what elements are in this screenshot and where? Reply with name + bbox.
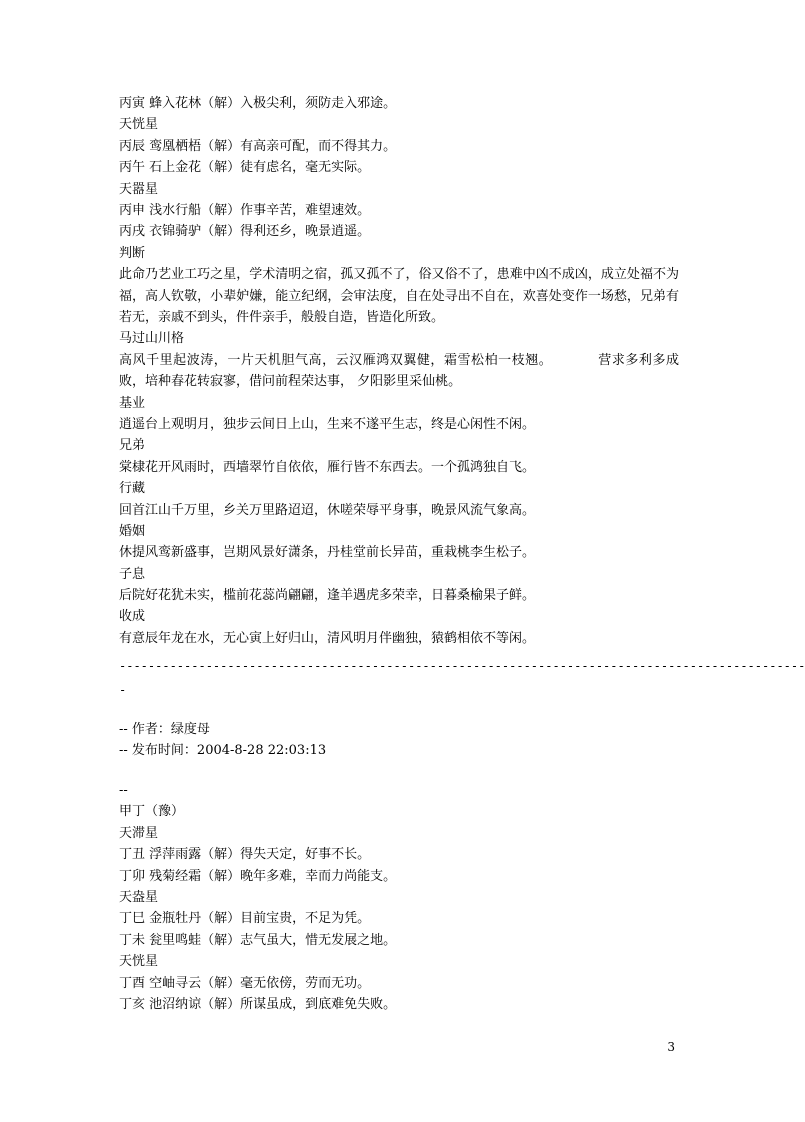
pattern-poem [119,350,679,393]
text-line: 有意辰年龙在水，无心寅上好归山，清风明月伴幽独，猿鹤相依不等闲。 [119,630,536,646]
author-line: -- 作者：绿度母 [119,722,210,737]
text-line: 后院好花犹未实，槛前花蕊尚翩翩，逢羊遇虎多荣幸，日暮桑榆果子鲜。 [119,588,536,604]
text-line: 休提风鸾新盛事，岂期风景好潇条，丹桂堂前长异苗，重栽桃李生松子。 [119,545,536,561]
page-number: 3 [667,1040,675,1054]
text-line: 丁亥 池沼纳谅（解）所谋虽成，到底难免失败。 [119,996,397,1012]
text-line: 丙午 石上金花（解）徒有虑名，毫无实际。 [119,160,371,176]
separator-dash: -- [119,783,128,798]
divider-line: ----------------------------------------------------------------------------------------------- [119,659,805,673]
date-line: -- 发布时间：2004-8-28 22:03:13 [119,743,327,759]
text-line: 天恍星 [119,117,159,133]
text-line: 天盎星 [119,889,159,905]
text-line: 丁巳 金瓶牡丹（解）目前宝贵，不足为凭。 [119,911,371,927]
text-line: 棠棣花开风雨时，西墙翠竹自依依，雁行皆不东西去。一个孤鸿独自飞。 [119,459,536,475]
text-line: 基业 [119,395,146,411]
text-line: 丁卯 残菊经霜（解）晚年多难，幸而力尚能支。 [119,868,397,884]
pattern-poem-second-half: 营求多利多成败，培种春花转寂寥，借问前程荣达事， 夕阳影里采仙桃。 [119,352,679,390]
text-line: 兄弟 [119,438,146,454]
text-line: 收成 [119,609,146,625]
text-line: 甲丁（豫） [119,804,185,820]
text-line: 天滞星 [119,825,159,841]
text-line: 丙申 浅水行船（解）作事辛苦，难望速效。 [119,202,371,218]
text-line: 天恍星 [119,954,159,970]
text-line: 行藏 [119,481,146,497]
text-line: 丙辰 鸾凰栖梧（解）有高亲可配，而不得其力。 [119,138,397,154]
section-stems-bing [119,93,679,649]
text-line: 丁酉 空岫寻云（解）毫无依傍，劳而无功。 [119,975,371,991]
judgment-paragraph: 此命乃艺业工巧之星，学术清明之宿，孤又孤不了，俗又俗不了，患难中凶不成凶，成立处福不为福，高人钦敬，小辈妒嫌，能立纪纲，会审法度，自在处寻出不自在，欢喜处变作一场愁，兄弟有若无，亲戚不到头，件件亲手，般般自造，皆造化所致。 [119,267,679,325]
divider-tail: - [119,683,127,697]
pattern-title: 马过山川格 [119,331,185,347]
text-line: 子息 [119,566,146,582]
text-line: 婚姻 [119,523,146,539]
text-line: 丙戌 衣锦骑驴（解）得利还乡，晚景逍遥。 [119,224,371,240]
post-meta [119,719,679,762]
section-stems-ding [119,780,679,1015]
text-line: 判断 [119,245,146,261]
text-line: 回首江山千万里，乡关万里路迢迢，休嗟荣辱平身事，晚景风流气象高。 [119,502,536,518]
text-line: 丁丑 浮萍雨露（解）得失天定，好事不长。 [119,847,371,863]
text-line: 逍遥台上观明月，独步云间日上山，生来不遂平生志，终是心闲性不闲。 [119,416,536,432]
text-line: 天嚣星 [119,181,159,197]
text-line: 丁未 瓮里鸣蛙（解）志气虽大，惜无发展之地。 [119,932,397,948]
text-line: 丙寅 蜂入花林（解）入极尖利，须防走入邪途。 [119,96,397,111]
pattern-poem-first-half: 高风千里起波涛，一片天机胆气高，云汉雁鸿双翼健，霜雪松柏一枝翘。 [119,352,553,368]
